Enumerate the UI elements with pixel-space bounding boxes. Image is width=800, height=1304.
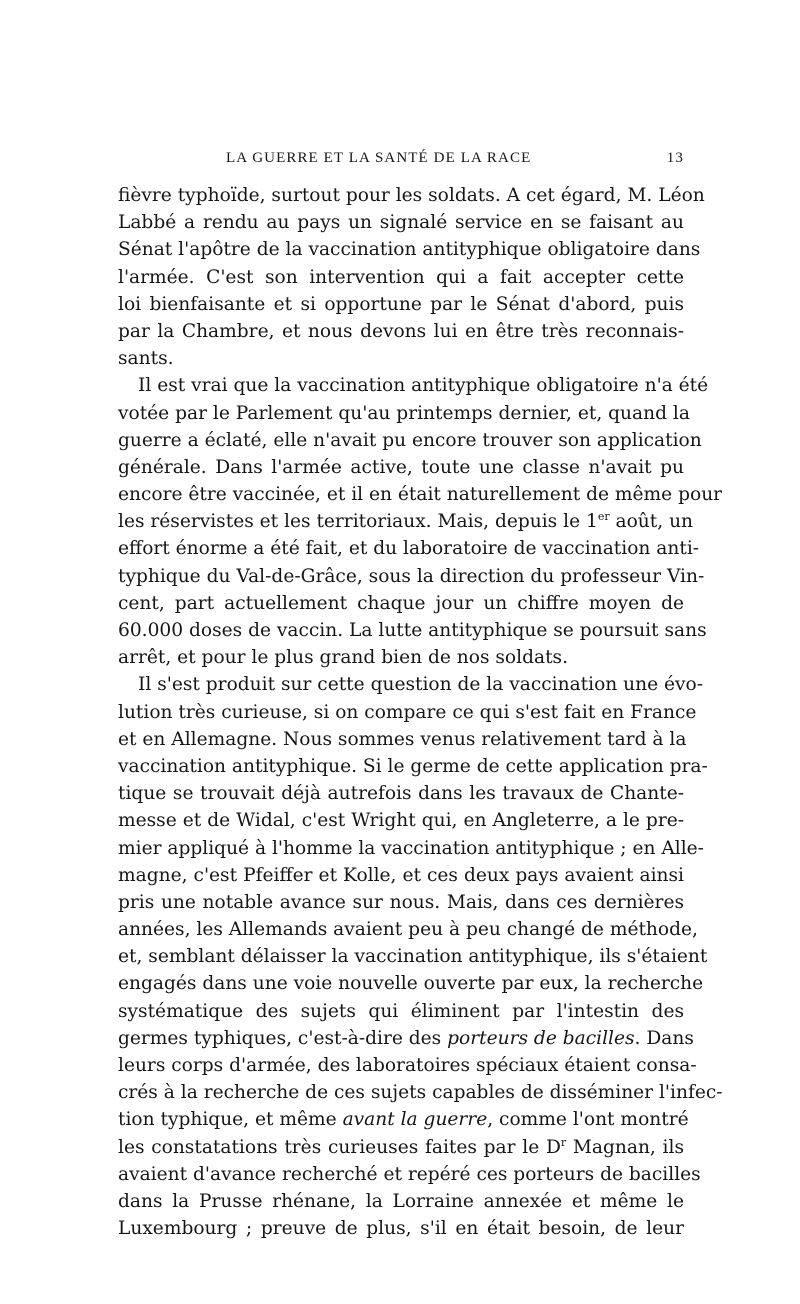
text-segment: , comme l'ont montré [487,1109,689,1131]
text-line: guerre a éclaté, elle n'avait pu encore trouver son application [118,429,702,451]
text-segment: août, un [609,511,694,533]
text-line [118,1025,694,1052]
text-line: tique se trouvait déjà autrefois dans les travaux de Chante- [118,783,684,805]
text-line: et en Allemagne. Nous sommes venus relativement tard à la [118,728,687,750]
text-line: votée par le Parlement qu'au printemps dernier, et, quand la [118,402,690,424]
text-line: leurs corps d'armée, des laboratoires spéciaux étaient consa- [118,1055,697,1076]
text-line: effort énorme a été fait, et du laboratoire de vaccination anti- [118,538,700,560]
text-line: dans la Prusse rhénane, la Lorraine annexée et même le [118,1190,684,1212]
text-line: Il est vrai que la vaccination antityphique obligatoire n'a été [138,375,709,397]
text-line [118,508,694,535]
text-line: années, les Allemands avaient peu à peu changé de méthode, [118,919,698,941]
text-line: lution très curieuse, si on compare ce qui s'est fait en France [118,701,697,723]
running-head [118,150,684,174]
text-line: pris une notable avance sur nous. Mais, dans ces dernières [118,891,684,913]
text-line: loi bienfaisante et si opportune par le Sénat d'abord, puis [118,293,684,315]
page-number: 13 [666,150,684,166]
text-line: sants. [118,348,174,370]
superscript: r [560,1135,567,1149]
text-segment: germes typhiques, c'est-à-dire des [118,1027,448,1049]
text-line: générale. Dans l'armée active, toute une classe n'avait pu [118,456,684,478]
running-head-title: LA GUERRE ET LA SANTÉ DE LA RACE [226,150,532,166]
text-segment: . Dans [634,1027,694,1049]
text-line: Il s'est produit sur cette question de la vaccination une évo- [138,674,704,696]
text-line: cent, part actuellement chaque jour un chiffre moyen de [118,592,684,614]
text-line: Luxembourg ; preuve de plus, s'il en était besoin, de leur [118,1218,684,1240]
text-segment: Magnan, ils [566,1136,684,1158]
italic-phrase: avant la guerre [342,1109,488,1131]
text-segment: les réservistes et les territoriaux. Mais, depuis le 1 [118,511,598,533]
text-line: Labbé a rendu au pays un signalé service en se faisant au [118,212,684,234]
text-line: Sénat l'apôtre de la vaccination antityphique obligatoire dans [118,239,701,261]
text-line: l'armée. C'est son intervention qui a fait accepter cette [118,266,684,288]
body-text [118,182,723,1242]
text-line: et, semblant délaisser la vaccination antityphique, ils s'étaient [118,946,708,968]
text-line: magne, c'est Pfeiffer et Kolle, et ces deux pays avaient ainsi [118,864,684,886]
text-line: fièvre typhoïde, surtout pour les soldats. A cet égard, M. Léon [118,185,705,206]
text-line: arrêt, et pour le plus grand bien de nos soldats. [118,647,568,669]
text-line: crés à la recherche de ces sujets capables de disséminer l'infec- [118,1082,723,1104]
italic-phrase: porteurs de bacilles [447,1027,635,1049]
text-line: vaccination antityphique. Si le germe de cette application pra- [118,755,708,777]
text-line: engagés dans une voie nouvelle ouverte par eux, la recherche [118,973,704,995]
text-line: systématique des sujets qui éliminent par l'intestin des [118,1000,684,1022]
text-line: par la Chambre, et nous devons lui en être très reconnais- [118,320,684,342]
text-line [118,1134,684,1161]
text-line: typhique du Val-de-Grâce, sous la direction du professeur Vin- [118,565,705,587]
text-segment: tion typhique, et même [118,1109,343,1131]
text-segment: les constatations très curieuses faites par le D [118,1136,561,1158]
text-line: messe et de Widal, c'est Wright qui, en Angleterre, a le pre- [118,810,684,832]
text-line: mier appliqué à l'homme la vaccination antityphique ; en Alle- [118,837,704,859]
text-line [118,1106,689,1133]
text-line: avaient d'avance recherché et repéré ces porteurs de bacilles [118,1163,701,1185]
text-line: encore être vaccinée, et il en était naturellement de même pour [118,484,723,506]
text-line: 60.000 doses de vaccin. La lutte antityphique se poursuit sans [118,620,707,641]
superscript: er [597,510,610,524]
